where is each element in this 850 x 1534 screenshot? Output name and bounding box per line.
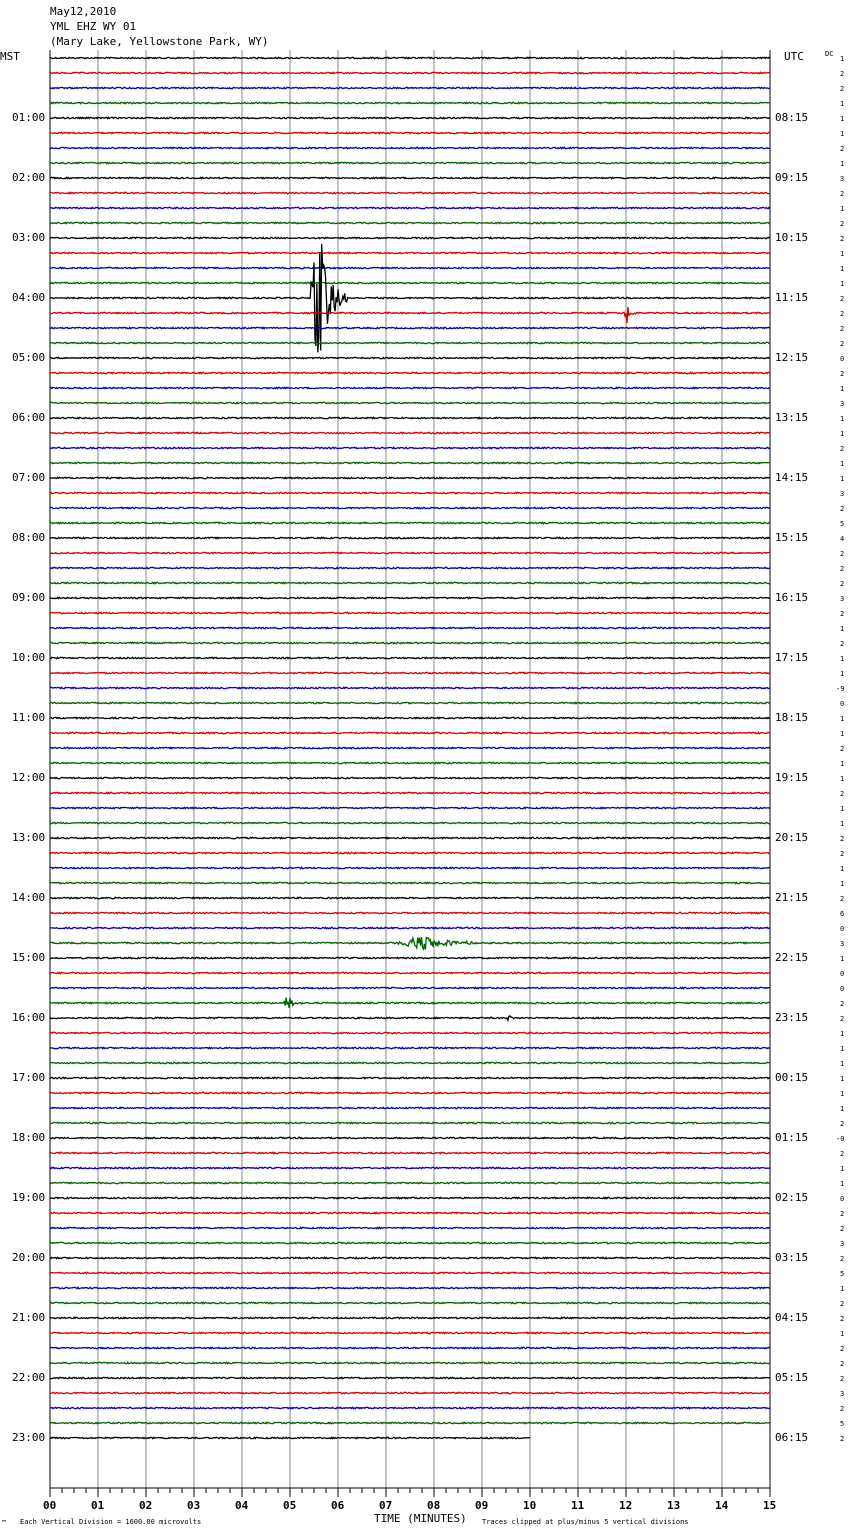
x-tick-label: 14 — [715, 1499, 729, 1512]
mst-hour-label: 06:00 — [12, 411, 46, 424]
corner-mark: ™ — [2, 1519, 7, 1527]
dc-offset-value: 2 — [840, 70, 845, 78]
dc-offset-value: 2 — [840, 370, 845, 378]
dc-offset-value: 1 — [840, 730, 845, 738]
seismic-trace — [50, 477, 770, 478]
utc-hour-label: 17:15 — [775, 651, 809, 664]
dc-offset-value: 2 — [840, 1435, 845, 1443]
seismic-trace — [50, 447, 770, 448]
dc-offset-value: 2 — [840, 325, 845, 333]
seismic-trace — [50, 1227, 770, 1228]
seismic-trace — [50, 1107, 770, 1108]
seismic-trace — [50, 822, 770, 823]
utc-hour-label: 19:15 — [775, 771, 809, 784]
seismic-trace — [50, 732, 770, 733]
seismic-trace — [50, 852, 770, 853]
mst-axis-label: MST — [0, 50, 20, 63]
seismic-trace — [50, 807, 770, 808]
seismic-trace — [50, 1032, 770, 1033]
dc-offset-value: 3 — [840, 490, 845, 498]
x-tick-label: 06 — [331, 1499, 345, 1512]
mst-hour-label: 11:00 — [12, 711, 46, 724]
dc-offset-value: 4 — [840, 535, 845, 543]
seismic-trace — [50, 192, 770, 193]
dc-offset-value: 5 — [840, 520, 845, 528]
dc-offset-value: 1 — [840, 880, 845, 888]
utc-hour-label: 15:15 — [775, 531, 809, 544]
station-code: YML EHZ WY 01 — [50, 20, 137, 33]
dc-offset-value: 3 — [840, 400, 845, 408]
dc-offset-value: 2 — [840, 1405, 845, 1413]
dc-offset-value: 1 — [840, 1060, 845, 1068]
dc-offset-value: 0 — [840, 1195, 845, 1203]
mst-hour-label: 17:00 — [12, 1071, 46, 1084]
seismic-trace — [50, 522, 770, 523]
dc-offset-value: 1 — [840, 1105, 845, 1113]
dc-offset-value: 3 — [840, 1240, 845, 1248]
seismic-trace — [50, 417, 770, 418]
mst-hour-label: 14:00 — [12, 891, 46, 904]
seismic-trace — [50, 567, 770, 568]
mst-hour-label: 20:00 — [12, 1251, 46, 1264]
x-tick-label: 11 — [571, 1499, 585, 1512]
dc-offset-value: 1 — [840, 1285, 845, 1293]
dc-offset-value: 2 — [840, 610, 845, 618]
dc-offset-value: 2 — [840, 145, 845, 153]
seismic-trace — [50, 1362, 770, 1363]
seismic-trace — [50, 162, 770, 163]
dc-offset-value: 1 — [840, 55, 845, 63]
x-tick-label: 15 — [763, 1499, 777, 1512]
seismic-trace — [50, 837, 770, 838]
dc-offset-value: 2 — [840, 445, 845, 453]
seismic-trace — [50, 102, 770, 103]
utc-hour-label: 06:15 — [775, 1431, 809, 1444]
mst-hour-label: 19:00 — [12, 1191, 46, 1204]
dc-offset-value: -9 — [836, 685, 845, 693]
seismic-trace — [50, 747, 770, 748]
seismic-trace — [50, 997, 770, 1007]
dc-offset-value: 2 — [840, 1375, 845, 1383]
mst-hour-label: 02:00 — [12, 171, 46, 184]
dc-offset-value: 1 — [840, 415, 845, 423]
dc-offset-value: 1 — [840, 1045, 845, 1053]
x-tick-label: 01 — [91, 1499, 105, 1512]
mst-hour-label: 05:00 — [12, 351, 46, 364]
dc-offset-value: 1 — [840, 100, 845, 108]
dc-offset-value: 2 — [840, 295, 845, 303]
dc-offset-value: 2 — [840, 1150, 845, 1158]
seismic-trace — [50, 117, 770, 118]
utc-hour-label: 21:15 — [775, 891, 809, 904]
seismic-trace — [50, 402, 770, 403]
seismic-trace — [50, 1182, 770, 1183]
mst-hour-label: 15:00 — [12, 951, 46, 964]
mst-hour-label: 13:00 — [12, 831, 46, 844]
seismic-trace — [50, 1347, 770, 1348]
seismic-trace — [50, 177, 770, 178]
dc-offset-value: 2 — [840, 1360, 845, 1368]
seismic-trace — [50, 642, 770, 643]
seismic-trace — [50, 507, 770, 508]
dc-offset-value: 1 — [840, 1030, 845, 1038]
dc-offset-value: 1 — [840, 1165, 845, 1173]
dc-column-label: DC — [825, 50, 834, 58]
dc-offset-value: 2 — [840, 550, 845, 558]
dc-offset-value: 0 — [840, 985, 845, 993]
dc-offset-value: 0 — [840, 355, 845, 363]
x-tick-label: 10 — [523, 1499, 537, 1512]
seismic-trace — [50, 252, 770, 253]
dc-offset-value: 1 — [840, 1090, 845, 1098]
utc-hour-label: 23:15 — [775, 1011, 809, 1024]
x-tick-label: 03 — [187, 1499, 201, 1512]
dc-offset-value: 1 — [840, 820, 845, 828]
dc-offset-value: 1 — [840, 1330, 845, 1338]
utc-hour-label: 12:15 — [775, 351, 809, 364]
seismic-trace — [50, 1272, 770, 1273]
dc-offset-value: 1 — [840, 865, 845, 873]
seismic-trace — [50, 1287, 770, 1288]
seismic-trace — [50, 387, 770, 388]
dc-offset-value: 2 — [840, 190, 845, 198]
dc-offset-value: 2 — [840, 1345, 845, 1353]
seismic-trace — [50, 87, 770, 88]
utc-hour-label: 10:15 — [775, 231, 809, 244]
dc-offset-value: 0 — [840, 970, 845, 978]
x-tick-label: 08 — [427, 1499, 441, 1512]
seismic-trace — [50, 937, 770, 949]
station-location: (Mary Lake, Yellowstone Park, WY) — [50, 35, 269, 48]
seismic-trace — [50, 582, 770, 583]
seismic-trace — [50, 792, 770, 793]
seismic-trace — [50, 462, 770, 463]
mst-hour-label: 03:00 — [12, 231, 46, 244]
seismic-trace — [50, 207, 770, 208]
seismic-trace — [50, 1062, 770, 1063]
dc-offset-value: 2 — [840, 565, 845, 573]
seismic-trace — [50, 1212, 770, 1213]
dc-offset-value: 1 — [840, 805, 845, 813]
dc-offset-value: 2 — [840, 835, 845, 843]
mst-hour-label: 01:00 — [12, 111, 46, 124]
seismic-trace — [50, 777, 770, 778]
mst-hour-label: 04:00 — [12, 291, 46, 304]
mst-hour-label: 18:00 — [12, 1131, 46, 1144]
seismic-trace — [50, 927, 770, 928]
dc-offset-value: 2 — [840, 235, 845, 243]
dc-offset-value: 2 — [840, 1300, 845, 1308]
utc-hour-label: 13:15 — [775, 411, 809, 424]
mst-hour-label: 23:00 — [12, 1431, 46, 1444]
dc-offset-value: 2 — [840, 1000, 845, 1008]
seismic-trace — [50, 1092, 770, 1093]
seismic-trace — [50, 1122, 770, 1123]
utc-hour-label: 09:15 — [775, 171, 809, 184]
dc-offset-value: 2 — [840, 1015, 845, 1023]
seismic-trace — [50, 1422, 770, 1423]
utc-hour-label: 02:15 — [775, 1191, 809, 1204]
x-tick-label: 12 — [619, 1499, 633, 1512]
dc-offset-value: 2 — [840, 745, 845, 753]
dc-offset-value: 1 — [840, 1075, 845, 1083]
dc-offset-value: 1 — [840, 160, 845, 168]
seismic-trace — [50, 687, 770, 688]
seismic-trace — [50, 1137, 770, 1138]
dc-offset-value: 1 — [840, 670, 845, 678]
dc-offset-value: 2 — [840, 220, 845, 228]
utc-hour-label: 04:15 — [775, 1311, 809, 1324]
mst-hour-label: 10:00 — [12, 651, 46, 664]
seismic-trace — [50, 597, 770, 598]
mst-hour-label: 07:00 — [12, 471, 46, 484]
seismic-trace — [50, 1377, 770, 1378]
seismic-trace — [50, 1332, 770, 1333]
seismic-trace — [50, 357, 770, 358]
dc-offset-value: 1 — [840, 115, 845, 123]
dc-offset-value: 1 — [840, 655, 845, 663]
utc-hour-label: 20:15 — [775, 831, 809, 844]
seismic-trace — [50, 1016, 770, 1020]
dc-offset-value: 1 — [840, 205, 845, 213]
seismic-trace — [50, 1167, 770, 1168]
dc-offset-value: 2 — [840, 505, 845, 513]
dc-offset-value: 2 — [840, 310, 845, 318]
mst-hour-label: 21:00 — [12, 1311, 46, 1324]
dc-offset-value: 1 — [840, 1180, 845, 1188]
seismic-trace — [50, 1242, 770, 1243]
mst-hour-label: 12:00 — [12, 771, 46, 784]
seismic-trace — [50, 552, 770, 553]
x-axis-title: TIME (MINUTES) — [374, 1512, 467, 1525]
seismic-trace — [50, 972, 770, 973]
scale-note: Each Vertical Division = 1600.00 microvolts — [20, 1518, 202, 1526]
utc-hour-label: 00:15 — [775, 1071, 809, 1084]
seismic-trace — [50, 717, 770, 718]
dc-offset-value: 2 — [840, 85, 845, 93]
dc-offset-value: 3 — [840, 175, 845, 183]
utc-hour-label: 14:15 — [775, 471, 809, 484]
dc-offset-value: 1 — [840, 265, 845, 273]
seismic-trace — [50, 132, 770, 133]
utc-hour-label: 18:15 — [775, 711, 809, 724]
seismic-trace — [50, 1152, 770, 1153]
dc-offset-value: 2 — [840, 1120, 845, 1128]
mst-hour-label: 16:00 — [12, 1011, 46, 1024]
dc-offset-value: 2 — [840, 1315, 845, 1323]
dc-offset-value: 1 — [840, 715, 845, 723]
x-tick-label: 02 — [139, 1499, 153, 1512]
x-tick-label: 09 — [475, 1499, 489, 1512]
seismic-trace — [50, 1197, 770, 1198]
dc-offset-value: 1 — [840, 280, 845, 288]
mst-hour-label: 08:00 — [12, 531, 46, 544]
x-tick-label: 07 — [379, 1499, 393, 1512]
utc-hour-label: 11:15 — [775, 291, 809, 304]
seismic-trace — [50, 762, 770, 763]
seismic-trace — [50, 222, 770, 223]
seismic-trace — [50, 672, 770, 673]
dc-offset-value: 2 — [840, 895, 845, 903]
utc-hour-label: 03:15 — [775, 1251, 809, 1264]
dc-offset-value: 1 — [840, 250, 845, 258]
seismic-trace — [50, 702, 770, 703]
seismic-trace — [50, 612, 770, 613]
clip-note: Traces clipped at plus/minus 5 vertical divisions — [482, 1518, 689, 1526]
seismic-trace — [50, 1077, 770, 1078]
seismic-trace — [50, 342, 770, 343]
seismic-trace — [50, 987, 770, 988]
seismic-trace — [50, 267, 770, 268]
seismic-trace — [50, 867, 770, 868]
utc-hour-label: 01:15 — [775, 1131, 809, 1144]
dc-offset-value: 1 — [840, 625, 845, 633]
seismic-trace — [50, 537, 770, 538]
dc-offset-value: 3 — [840, 1390, 845, 1398]
dc-offset-value: 0 — [840, 925, 845, 933]
utc-hour-label: 08:15 — [775, 111, 809, 124]
dc-offset-value: 2 — [840, 1210, 845, 1218]
seismic-trace — [50, 72, 770, 73]
dc-offset-value: 5 — [840, 1270, 845, 1278]
dc-offset-value: 3 — [840, 595, 845, 603]
dc-offset-value: 5 — [840, 1420, 845, 1428]
dc-offset-value: 1 — [840, 460, 845, 468]
seismic-trace — [50, 492, 770, 493]
seismic-trace — [50, 147, 770, 148]
x-tick-label: 00 — [43, 1499, 57, 1512]
dc-offset-value: 2 — [840, 340, 845, 348]
plot-date: May12,2010 — [50, 5, 117, 18]
seismic-trace — [50, 282, 770, 283]
seismic-trace — [50, 1257, 770, 1258]
seismic-trace — [50, 897, 770, 898]
seismic-trace — [50, 882, 770, 883]
mst-hour-label: 09:00 — [12, 591, 46, 604]
seismic-trace — [50, 1047, 770, 1048]
dc-offset-value: 1 — [840, 385, 845, 393]
dc-offset-value: 2 — [840, 790, 845, 798]
dc-offset-value: 1 — [840, 775, 845, 783]
seismic-trace — [50, 57, 770, 58]
seismic-trace — [50, 372, 770, 373]
seismic-trace — [50, 244, 770, 352]
x-tick-label: 04 — [235, 1499, 249, 1512]
dc-offset-value: 2 — [840, 640, 845, 648]
dc-offset-value: 1 — [840, 475, 845, 483]
x-tick-label: 13 — [667, 1499, 681, 1512]
dc-offset-value: 6 — [840, 910, 845, 918]
seismic-trace — [50, 1302, 770, 1303]
dc-offset-value: -0 — [836, 1135, 845, 1143]
seismic-trace — [50, 307, 770, 323]
seismic-trace — [50, 912, 770, 913]
dc-offset-value: 1 — [840, 955, 845, 963]
utc-hour-label: 22:15 — [775, 951, 809, 964]
seismic-trace — [50, 1407, 770, 1408]
utc-hour-label: 05:15 — [775, 1371, 809, 1384]
seismic-trace — [50, 237, 770, 238]
dc-offset-value: 3 — [840, 940, 845, 948]
seismic-trace — [50, 657, 770, 658]
seismic-trace — [50, 327, 770, 328]
dc-offset-value: 1 — [840, 130, 845, 138]
seismic-trace — [50, 432, 770, 433]
dc-offset-value: 1 — [840, 760, 845, 768]
utc-axis-label: UTC — [784, 50, 804, 63]
dc-offset-value: 2 — [840, 850, 845, 858]
dc-offset-value: 2 — [840, 1225, 845, 1233]
seismic-trace — [50, 1437, 530, 1438]
mst-hour-label: 22:00 — [12, 1371, 46, 1384]
seismic-trace — [50, 1392, 770, 1393]
x-tick-label: 05 — [283, 1499, 297, 1512]
seismic-trace — [50, 957, 770, 958]
dc-offset-value: 1 — [840, 430, 845, 438]
dc-offset-value: 0 — [840, 700, 845, 708]
seismic-trace — [50, 1317, 770, 1318]
utc-hour-label: 16:15 — [775, 591, 809, 604]
dc-offset-value: 2 — [840, 1255, 845, 1263]
dc-offset-value: 2 — [840, 580, 845, 588]
seismic-trace — [50, 627, 770, 628]
